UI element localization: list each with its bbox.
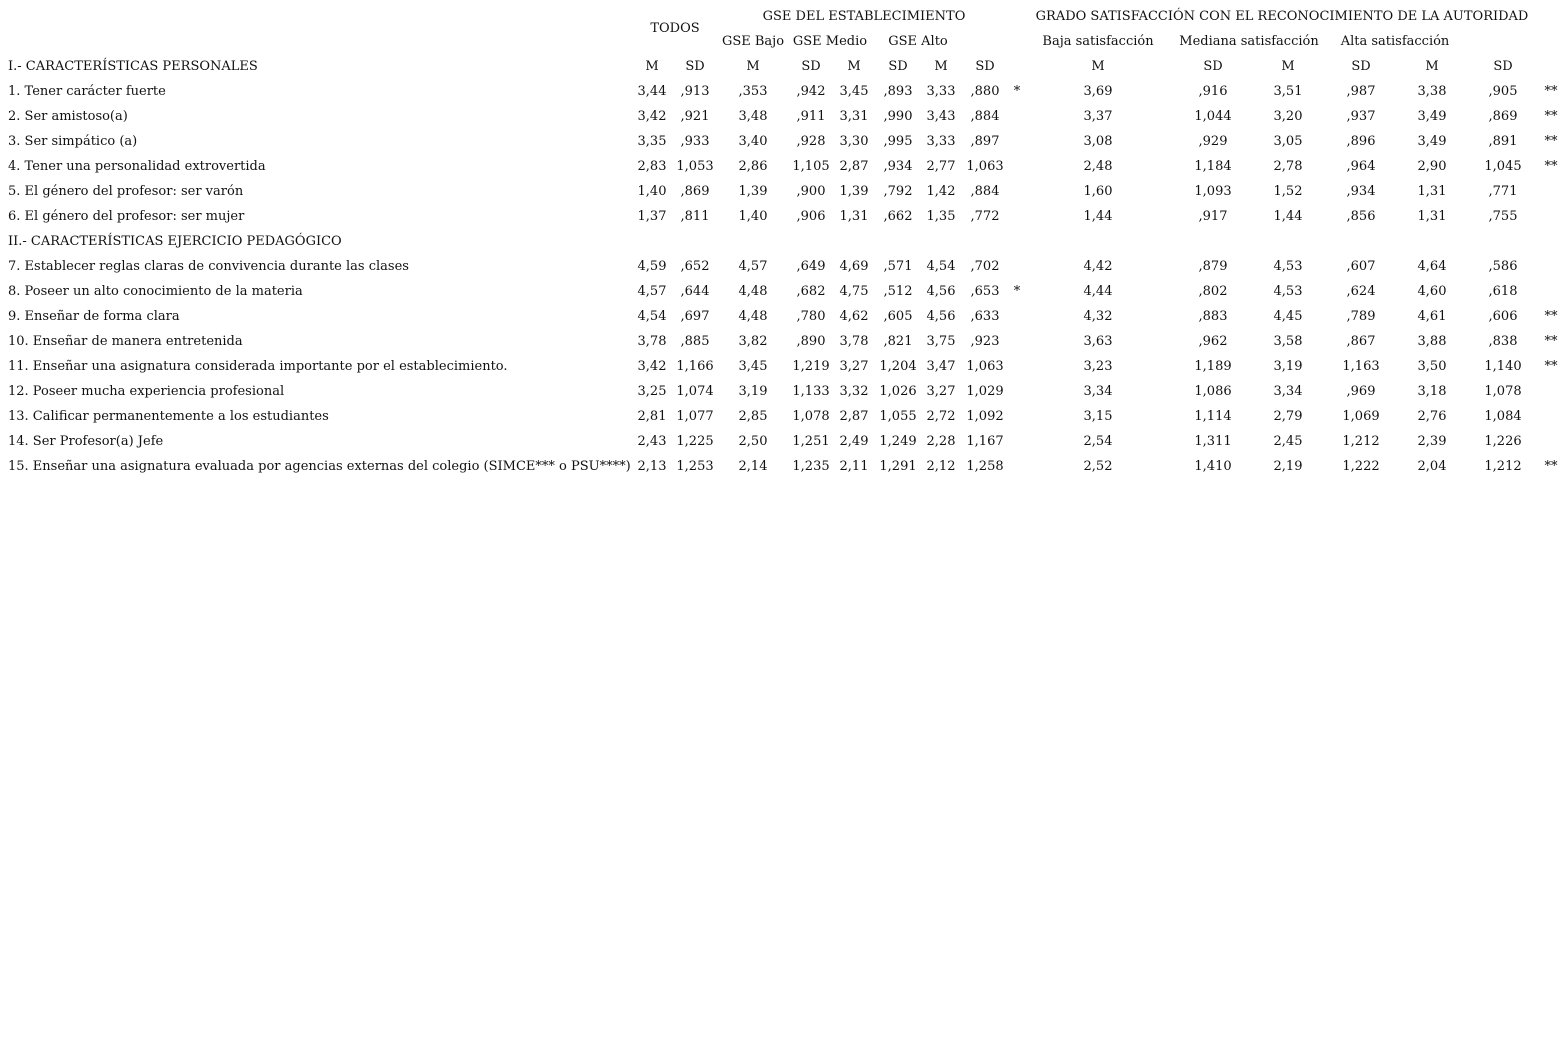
row-label: 13. Calificar permanentemente a los estudiantes (8, 409, 329, 424)
table-cell: 2,49 (839, 434, 869, 449)
table-cell: 4,54 (926, 259, 956, 274)
table-cell: 3,49 (1417, 109, 1447, 124)
table-cell: ,755 (1488, 209, 1518, 224)
significance-gse: * (1013, 284, 1021, 299)
table-cell: ,653 (970, 284, 1000, 299)
table-cell: 1,60 (1083, 184, 1113, 199)
table-cell: 4,57 (637, 284, 667, 299)
table-cell: 2,87 (839, 159, 869, 174)
table-cell: ,995 (883, 134, 913, 149)
table-cell: 1,140 (1484, 359, 1522, 374)
table-cell: 3,42 (637, 109, 667, 124)
table-cell: ,856 (1346, 209, 1376, 224)
table-cell: ,893 (883, 84, 913, 99)
table-cell: 1,291 (879, 459, 917, 474)
table-cell: ,942 (796, 84, 826, 99)
table-cell: 4,56 (926, 284, 956, 299)
table-cell: 4,61 (1417, 309, 1447, 324)
table-cell: ,990 (883, 109, 913, 124)
header-alta-satisfaccion: Alta satisfacción (1340, 34, 1450, 49)
table-cell: ,896 (1346, 134, 1376, 149)
row-label: 15. Enseñar una asignatura evaluada por agencias externas del colegio (SIMCE*** o PSU****) (8, 459, 631, 474)
row-label: 3. Ser simpático (a) (8, 134, 138, 149)
table-cell: 1,37 (637, 209, 667, 224)
stat-label: M (1425, 59, 1439, 74)
table-cell: 1,086 (1194, 384, 1232, 399)
table-cell: 4,56 (926, 309, 956, 324)
stat-label: SD (975, 59, 995, 74)
table-cell: 4,57 (738, 259, 768, 274)
row-label: 12. Poseer mucha experiencia profesional (8, 384, 285, 399)
table-cell: 2,12 (926, 459, 956, 474)
table-cell: 1,029 (966, 384, 1004, 399)
table-cell: 3,88 (1417, 334, 1447, 349)
table-cell: ,897 (970, 134, 1000, 149)
stat-label: SD (1493, 59, 1513, 74)
table-cell: ,969 (1346, 384, 1376, 399)
significance-satisfaction: ** (1544, 334, 1558, 349)
stat-label: SD (685, 59, 705, 74)
table-cell: ,586 (1488, 259, 1518, 274)
table-cell: 1,44 (1083, 209, 1113, 224)
header-baja-satisfaccion: Baja satisfacción (1042, 34, 1154, 49)
table-cell: 3,51 (1273, 84, 1303, 99)
table-cell: 2,43 (637, 434, 667, 449)
table-cell: 3,19 (1273, 359, 1303, 374)
table-cell: ,605 (883, 309, 913, 324)
table-cell: 1,045 (1484, 159, 1522, 174)
stat-label: M (1281, 59, 1295, 74)
table-cell: ,607 (1346, 259, 1376, 274)
table-cell: 4,44 (1083, 284, 1113, 299)
table-cell: 3,25 (637, 384, 667, 399)
table-cell: ,697 (680, 309, 710, 324)
table-cell: 2,85 (738, 409, 768, 424)
table-cell: 3,58 (1273, 334, 1303, 349)
table-cell: ,624 (1346, 284, 1376, 299)
table-cell: 1,52 (1273, 184, 1303, 199)
table-cell: 1,235 (792, 459, 830, 474)
table-cell: 1,258 (966, 459, 1004, 474)
table-cell: 1,189 (1194, 359, 1232, 374)
table-cell: 4,69 (839, 259, 869, 274)
table-cell: ,929 (1198, 134, 1228, 149)
table-cell: ,891 (1488, 134, 1518, 149)
table-cell: 1,249 (879, 434, 917, 449)
stat-label: SD (1203, 59, 1223, 74)
table-cell: 1,055 (879, 409, 917, 424)
table-cell: 3,08 (1083, 134, 1113, 149)
table-cell: 2,28 (926, 434, 956, 449)
table-cell: ,353 (738, 84, 768, 99)
table-cell: 1,166 (676, 359, 714, 374)
table-cell: ,802 (1198, 284, 1228, 299)
table-cell: 3,33 (926, 84, 956, 99)
table-cell: 2,19 (1273, 459, 1303, 474)
table-cell: 4,54 (637, 309, 667, 324)
table-cell: 3,45 (738, 359, 768, 374)
header-gse-bajo: GSE Bajo (721, 34, 785, 49)
table-cell: 1,163 (1342, 359, 1380, 374)
table-cell: ,772 (970, 209, 1000, 224)
table-cell: ,571 (883, 259, 913, 274)
stat-label: M (746, 59, 760, 74)
significance-satisfaction: ** (1544, 109, 1558, 124)
table-cell: 2,48 (1083, 159, 1113, 174)
table-cell: 3,20 (1273, 109, 1303, 124)
table-cell: 2,13 (637, 459, 667, 474)
stat-label: M (934, 59, 948, 74)
header-gse-group: GSE DEL ESTABLECIMIENTO (762, 9, 966, 24)
table-cell: 1,114 (1194, 409, 1232, 424)
row-label: 6. El género del profesor: ser mujer (8, 209, 245, 224)
table-cell: 4,45 (1273, 309, 1303, 324)
table-cell: 1,44 (1273, 209, 1303, 224)
table-cell: 3,45 (839, 84, 869, 99)
table-cell: 1,078 (792, 409, 830, 424)
table-cell: 2,54 (1083, 434, 1113, 449)
stat-label: SD (1351, 59, 1371, 74)
table-cell: 1,410 (1194, 459, 1232, 474)
table-cell: ,880 (970, 84, 1000, 99)
table-cell: 3,30 (839, 134, 869, 149)
table-cell: 1,093 (1194, 184, 1232, 199)
table-cell: ,789 (1346, 309, 1376, 324)
table-cell: 2,04 (1417, 459, 1447, 474)
table-cell: 4,48 (738, 284, 768, 299)
table-cell: 1,31 (839, 209, 869, 224)
table-cell: ,780 (796, 309, 826, 324)
table-cell: 1,31 (1417, 184, 1447, 199)
table-cell: 4,53 (1273, 284, 1303, 299)
table-cell: 4,53 (1273, 259, 1303, 274)
table-cell: 1,092 (966, 409, 1004, 424)
table-cell: ,911 (796, 109, 826, 124)
table-cell: 1,184 (1194, 159, 1232, 174)
table-cell: 2,72 (926, 409, 956, 424)
table-cell: ,885 (680, 334, 710, 349)
table-cell: 1,311 (1194, 434, 1232, 449)
table-cell: 3,34 (1083, 384, 1113, 399)
table-cell: 2,45 (1273, 434, 1303, 449)
table-cell: ,618 (1488, 284, 1518, 299)
row-label: 7. Establecer reglas claras de convivencia durante las clases (8, 259, 409, 274)
table-cell: 3,49 (1417, 134, 1447, 149)
table-cell: ,987 (1346, 84, 1376, 99)
table-cell: 3,19 (738, 384, 768, 399)
table-cell: 3,75 (926, 334, 956, 349)
table-cell: 3,43 (926, 109, 956, 124)
header-gse-alto: GSE Alto (888, 34, 948, 49)
table-cell: ,869 (680, 184, 710, 199)
table-cell: 1,251 (792, 434, 830, 449)
table-cell: 3,47 (926, 359, 956, 374)
header-gse-medio: GSE Medio (792, 34, 868, 49)
table-cell: 1,063 (966, 159, 1004, 174)
table-cell: 3,05 (1273, 134, 1303, 149)
table-cell: 3,34 (1273, 384, 1303, 399)
table-cell: ,923 (970, 334, 1000, 349)
table-cell: 3,69 (1083, 84, 1113, 99)
header-todos: TODOS (650, 21, 700, 36)
table-cell: 3,15 (1083, 409, 1113, 424)
section-personal-title: I.- CARACTERÍSTICAS PERSONALES (8, 59, 258, 74)
table-cell: ,905 (1488, 84, 1518, 99)
table-cell: 2,76 (1417, 409, 1447, 424)
table-cell: ,771 (1488, 184, 1518, 199)
table-cell: ,921 (680, 109, 710, 124)
table-cell: 3,44 (637, 84, 667, 99)
row-label: 4. Tener una personalidad extrovertida (8, 159, 266, 174)
table-cell: ,884 (970, 184, 1000, 199)
table-cell: ,900 (796, 184, 826, 199)
table-cell: 1,204 (879, 359, 917, 374)
table-cell: 2,11 (839, 459, 869, 474)
table-cell: 1,212 (1342, 434, 1380, 449)
table-cell: 4,75 (839, 284, 869, 299)
table-cell: 2,77 (926, 159, 956, 174)
table-cell: 4,32 (1083, 309, 1113, 324)
table-cell: 1,133 (792, 384, 830, 399)
table-cell: ,869 (1488, 109, 1518, 124)
table-cell: 3,33 (926, 134, 956, 149)
table-cell: 1,026 (879, 384, 917, 399)
row-label: 2. Ser amistoso(a) (8, 109, 128, 124)
table-cell: 4,42 (1083, 259, 1113, 274)
significance-satisfaction: ** (1544, 459, 1558, 474)
table-cell: ,867 (1346, 334, 1376, 349)
table-cell: 1,074 (676, 384, 714, 399)
table-cell: 3,40 (738, 134, 768, 149)
table-cell: 2,83 (637, 159, 667, 174)
table-cell: 1,222 (1342, 459, 1380, 474)
significance-satisfaction: ** (1544, 134, 1558, 149)
row-label: 5. El género del profesor: ser varón (8, 184, 244, 199)
row-label: 10. Enseñar de manera entretenida (8, 334, 243, 349)
table-cell: 2,50 (738, 434, 768, 449)
section-pedagogical-title: II.- CARACTERÍSTICAS EJERCICIO PEDAGÓGICO (8, 234, 342, 249)
table-cell: 3,78 (637, 334, 667, 349)
table-cell: ,662 (883, 209, 913, 224)
table-cell: 1,044 (1194, 109, 1232, 124)
stat-label: M (847, 59, 861, 74)
table-cell: 1,053 (676, 159, 714, 174)
table-cell: ,917 (1198, 209, 1228, 224)
table-cell: ,838 (1488, 334, 1518, 349)
table-cell: 1,084 (1484, 409, 1522, 424)
table-cell: 3,27 (926, 384, 956, 399)
table-cell: ,792 (883, 184, 913, 199)
table-cell: 3,23 (1083, 359, 1113, 374)
header-satisfaction-group: GRADO SATISFACCIÓN CON EL RECONOCIMIENTO DE LA AUTORIDAD (1035, 9, 1529, 24)
table-cell: 1,226 (1484, 434, 1522, 449)
table-cell: 3,48 (738, 109, 768, 124)
table-cell: 1,077 (676, 409, 714, 424)
table-cell: ,937 (1346, 109, 1376, 124)
table-cell: 1,253 (676, 459, 714, 474)
table-cell: 3,42 (637, 359, 667, 374)
table-cell: 1,063 (966, 359, 1004, 374)
table-cell: 4,64 (1417, 259, 1447, 274)
table-cell: ,916 (1198, 84, 1228, 99)
significance-gse: * (1013, 84, 1021, 99)
table-cell: ,652 (680, 259, 710, 274)
table-cell: 4,48 (738, 309, 768, 324)
table-cell: ,644 (680, 284, 710, 299)
table-cell: 3,32 (839, 384, 869, 399)
table-cell: 3,63 (1083, 334, 1113, 349)
row-label: 11. Enseñar una asignatura considerada importante por el establecimiento. (8, 359, 508, 374)
table-cell: 1,39 (839, 184, 869, 199)
table-cell: 1,35 (926, 209, 956, 224)
table-cell: ,962 (1198, 334, 1228, 349)
table-cell: ,913 (680, 84, 710, 99)
table-cell: 2,78 (1273, 159, 1303, 174)
table-cell: ,702 (970, 259, 1000, 274)
table-cell: 3,38 (1417, 84, 1447, 99)
table-cell: ,512 (883, 284, 913, 299)
table-cell: ,884 (970, 109, 1000, 124)
table-cell: 3,27 (839, 359, 869, 374)
table-cell: ,890 (796, 334, 826, 349)
table-cell: 3,18 (1417, 384, 1447, 399)
table-cell: 2,90 (1417, 159, 1447, 174)
table-cell: ,934 (1346, 184, 1376, 199)
table-cell: 2,81 (637, 409, 667, 424)
table-cell: ,883 (1198, 309, 1228, 324)
table-cell: ,633 (970, 309, 1000, 324)
table-cell: 2,14 (738, 459, 768, 474)
table-cell: 2,39 (1417, 434, 1447, 449)
table-cell: ,821 (883, 334, 913, 349)
table-cell: 4,59 (637, 259, 667, 274)
table-cell: 3,35 (637, 134, 667, 149)
header-mediana-satisfaccion: Mediana satisfacción (1179, 34, 1319, 49)
table-cell: 1,105 (792, 159, 830, 174)
table-cell: ,906 (796, 209, 826, 224)
table-cell: ,649 (796, 259, 826, 274)
table-cell: 1,212 (1484, 459, 1522, 474)
table-cell: 1,078 (1484, 384, 1522, 399)
table-cell: ,964 (1346, 159, 1376, 174)
table-cell: 1,225 (676, 434, 714, 449)
table-cell: 1,40 (637, 184, 667, 199)
table-cell: 2,79 (1273, 409, 1303, 424)
significance-satisfaction: ** (1544, 84, 1558, 99)
table-cell: ,606 (1488, 309, 1518, 324)
significance-satisfaction: ** (1544, 309, 1558, 324)
table-cell: 3,50 (1417, 359, 1447, 374)
significance-satisfaction: ** (1544, 159, 1558, 174)
stat-label: SD (801, 59, 821, 74)
table-cell: 1,167 (966, 434, 1004, 449)
table-cell: 4,60 (1417, 284, 1447, 299)
table-cell: 3,37 (1083, 109, 1113, 124)
row-label: 8. Poseer un alto conocimiento de la materia (8, 284, 303, 299)
table-cell: ,682 (796, 284, 826, 299)
table-cell: ,933 (680, 134, 710, 149)
table-cell: 1,40 (738, 209, 768, 224)
table-cell: 2,87 (839, 409, 869, 424)
table-cell: 3,78 (839, 334, 869, 349)
table-cell: 3,82 (738, 334, 768, 349)
row-label: 1. Tener carácter fuerte (8, 84, 166, 99)
table-cell: 1,31 (1417, 209, 1447, 224)
stat-label: M (645, 59, 659, 74)
table-cell: 3,31 (839, 109, 869, 124)
table-cell: ,934 (883, 159, 913, 174)
table-cell: 1,219 (792, 359, 830, 374)
row-label: 14. Ser Profesor(a) Jefe (8, 434, 164, 449)
table-cell: ,879 (1198, 259, 1228, 274)
significance-satisfaction: ** (1544, 359, 1558, 374)
table-cell: 2,52 (1083, 459, 1113, 474)
table-cell: ,928 (796, 134, 826, 149)
table-cell: 1,069 (1342, 409, 1380, 424)
table-cell: ,811 (680, 209, 710, 224)
table-cell: 1,42 (926, 184, 956, 199)
row-label: 9. Enseñar de forma clara (8, 309, 180, 324)
table-cell: 4,62 (839, 309, 869, 324)
table-cell: 2,86 (738, 159, 768, 174)
stat-label: M (1091, 59, 1105, 74)
stat-label: SD (888, 59, 908, 74)
table-cell: 1,39 (738, 184, 768, 199)
